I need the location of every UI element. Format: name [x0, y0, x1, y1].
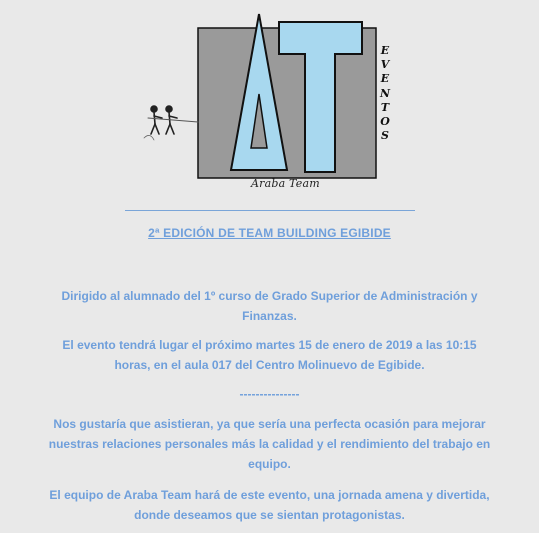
- logo-vertical-text: EVENTOS: [379, 44, 391, 143]
- tug-of-war-icon: [144, 106, 198, 140]
- intro-paragraph: Dirigido al alumnado del 1º curso de Grado Superior de Administración y Finanzas.: [61, 289, 478, 323]
- logo-caption: Araba Team: [251, 177, 320, 190]
- logo-graphic: [140, 10, 400, 200]
- araba-team-logo: [140, 10, 400, 200]
- closing-paragraph: El equipo de Araba Team hará de este evento, una jornada amena y divertida, donde deseamos que se sientan protagonistas.: [49, 488, 490, 522]
- schedule-paragraph: El evento tendrá lugar el próximo martes 15 de enero de 2019 a las 10:15 horas, en el aula 017 del Centro Molinuevo de Egibide.: [62, 338, 477, 372]
- event-headline: 2ª EDICIÓN DE TEAM BUILDING EGIBIDE: [148, 226, 391, 240]
- wish-paragraph: Nos gustaría que asistieran, ya que sería una perfecta ocasión para mejorar nuestras relaciones personales más la calidad y el rendimiento del trabajo en equipo.: [48, 417, 491, 471]
- dashed-separator: ---------------: [239, 387, 300, 401]
- divider-line: [125, 210, 415, 211]
